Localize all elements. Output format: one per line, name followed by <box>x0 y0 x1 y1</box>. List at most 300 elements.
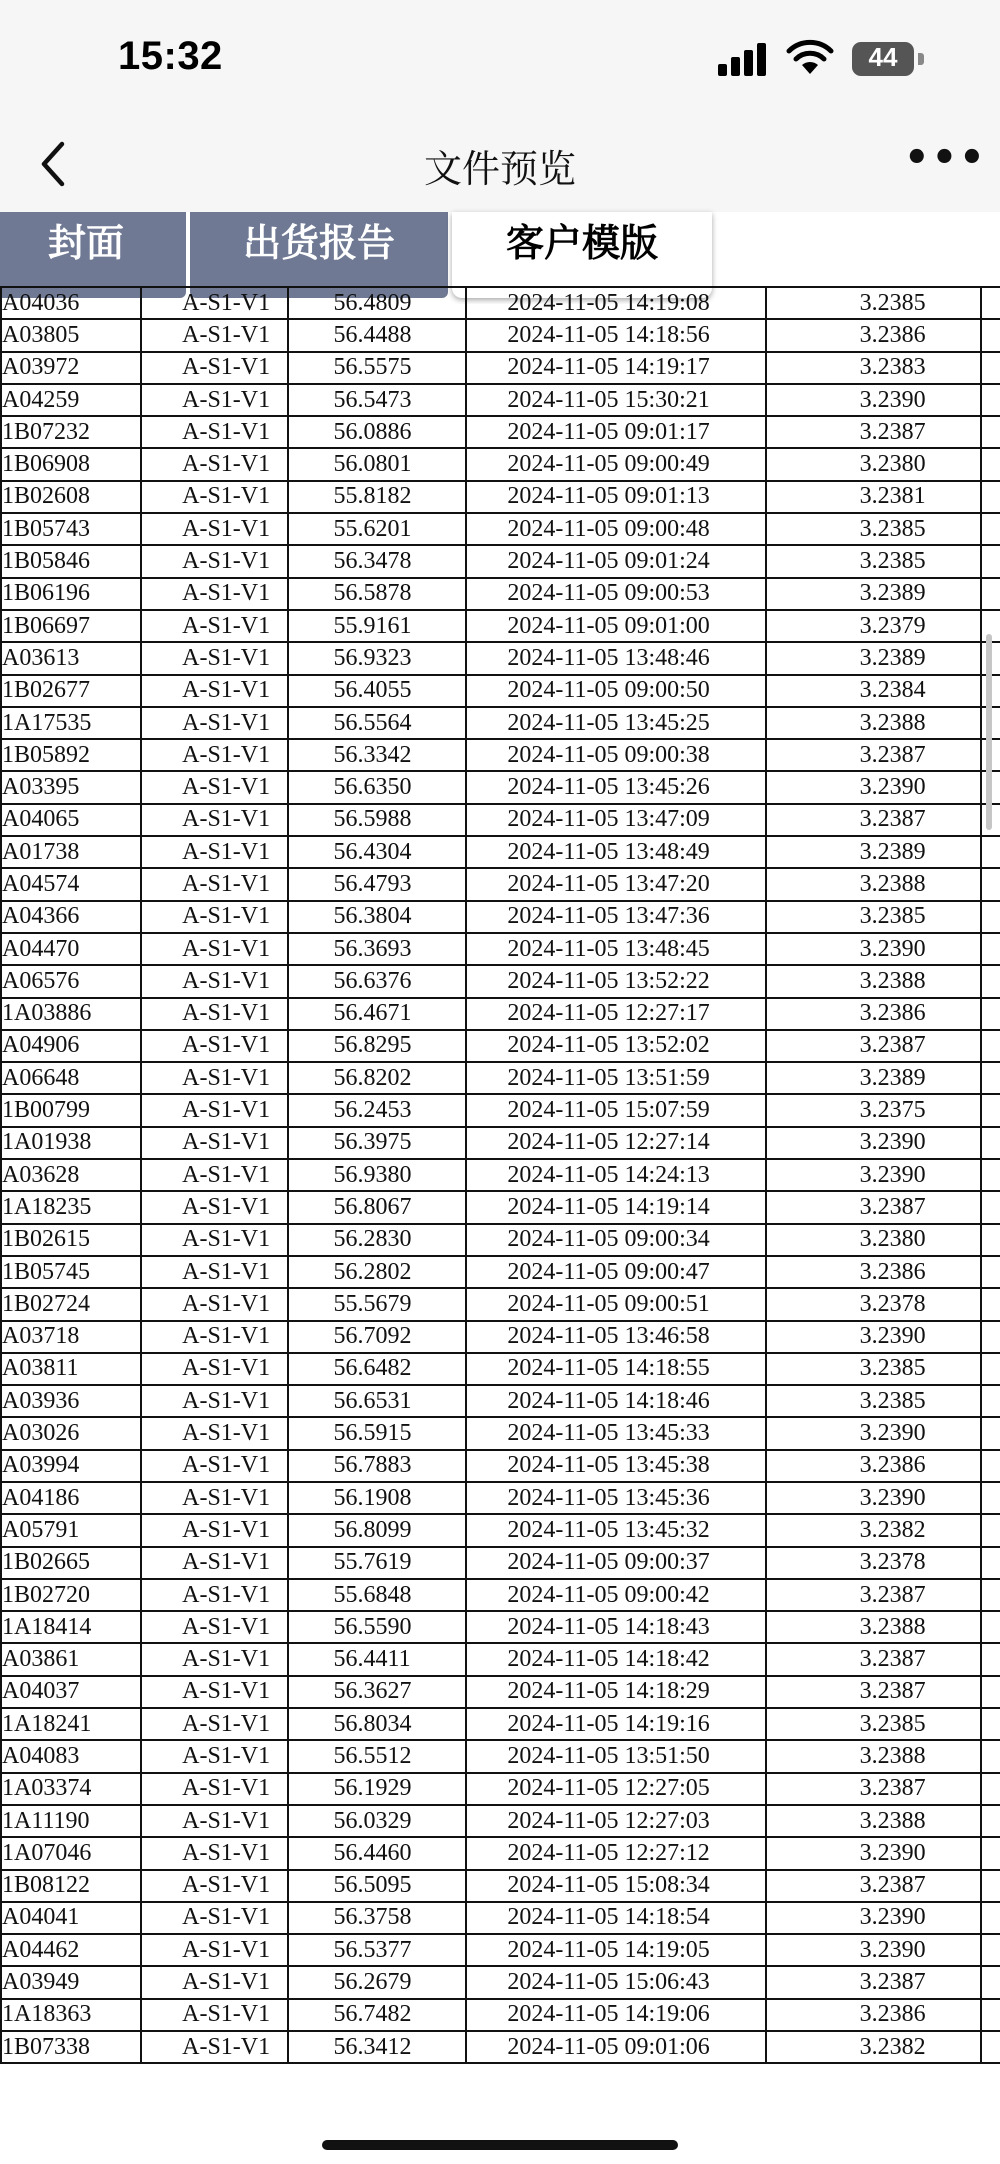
table-cell-empty <box>981 1966 1000 1998</box>
table-cell: 3.2387 <box>766 1870 980 1902</box>
table-cell: 56.4055 <box>288 675 466 707</box>
table-cell-empty <box>981 1837 1000 1869</box>
table-cell: A03811 <box>1 1353 141 1385</box>
table-row <box>1 868 1000 900</box>
table-cell: 56.3804 <box>288 901 466 933</box>
table-cell: A04041 <box>1 1902 141 1934</box>
table-cell: 3.2385 <box>766 287 980 319</box>
table-cell: A04906 <box>1 1030 141 1062</box>
table-cell: A04259 <box>1 384 141 416</box>
table-cell: 2024-11-05 09:00:49 <box>466 448 766 480</box>
table-cell: 56.8202 <box>288 1062 466 1094</box>
table-cell-empty <box>981 545 1000 577</box>
table-cell: A-S1-V1 <box>141 1094 288 1126</box>
table-cell: 2024-11-05 14:19:17 <box>466 352 766 384</box>
table-cell-empty <box>981 1127 1000 1159</box>
table-cell: A06648 <box>1 1062 141 1094</box>
table-cell-empty <box>981 1805 1000 1837</box>
table-row <box>1 578 1000 610</box>
table-cell: 2024-11-05 14:18:29 <box>466 1676 766 1708</box>
table-cell: 1A17535 <box>1 707 141 739</box>
table-cell: 2024-11-05 09:00:34 <box>466 1224 766 1256</box>
table-row <box>1 1708 1000 1740</box>
table-cell: 1A01938 <box>1 1127 141 1159</box>
home-indicator <box>322 2140 678 2150</box>
table-cell-empty <box>981 965 1000 997</box>
table-cell: 3.2387 <box>766 1030 980 1062</box>
table-row <box>1 1773 1000 1805</box>
table-row <box>1 287 1000 319</box>
table-cell: 1A18235 <box>1 1191 141 1223</box>
table-cell: A04366 <box>1 901 141 933</box>
table-row <box>1 1450 1000 1482</box>
table-cell: 3.2378 <box>766 1288 980 1320</box>
table-cell: 3.2387 <box>766 1579 980 1611</box>
table-cell: A-S1-V1 <box>141 739 288 771</box>
table-cell: A03613 <box>1 642 141 674</box>
table-cell: 2024-11-05 12:27:12 <box>466 1837 766 1869</box>
table-cell: 56.4793 <box>288 868 466 900</box>
table-cell-empty <box>981 1062 1000 1094</box>
table-row <box>1 1159 1000 1191</box>
table-cell: A04574 <box>1 868 141 900</box>
table-row <box>1 1676 1000 1708</box>
table-row <box>1 707 1000 739</box>
table-cell: 3.2375 <box>766 1094 980 1126</box>
table-cell-empty <box>981 1417 1000 1449</box>
wifi-icon <box>786 38 834 76</box>
table-cell: A-S1-V1 <box>141 610 288 642</box>
table-cell: 55.5679 <box>288 1288 466 1320</box>
table-cell: 56.4460 <box>288 1837 466 1869</box>
table-cell: A-S1-V1 <box>141 481 288 513</box>
table-cell: 56.3342 <box>288 739 466 771</box>
table-cell: 2024-11-05 14:18:54 <box>466 1902 766 1934</box>
table-cell: A-S1-V1 <box>141 1482 288 1514</box>
table-cell: 2024-11-05 09:00:47 <box>466 1256 766 1288</box>
table-cell: A04470 <box>1 933 141 965</box>
table-cell: 2024-11-05 09:00:42 <box>466 1579 766 1611</box>
table-cell-empty <box>981 1934 1000 1966</box>
table-cell: 2024-11-05 09:00:50 <box>466 675 766 707</box>
table-cell-empty <box>981 1708 1000 1740</box>
table-cell: A-S1-V1 <box>141 1191 288 1223</box>
table-cell: A03972 <box>1 352 141 384</box>
table-cell: 56.3693 <box>288 933 466 965</box>
table-cell: A-S1-V1 <box>141 804 288 836</box>
table-cell-empty <box>981 1514 1000 1546</box>
table-row <box>1 1353 1000 1385</box>
table-cell: 56.8034 <box>288 1708 466 1740</box>
table-cell: 3.2382 <box>766 1514 980 1546</box>
battery-level: 44 <box>868 42 898 72</box>
table-cell: A-S1-V1 <box>141 868 288 900</box>
table-cell: 56.7482 <box>288 1999 466 2031</box>
table-cell: A-S1-V1 <box>141 1708 288 1740</box>
table-cell: 3.2385 <box>766 513 980 545</box>
table-cell: 2024-11-05 09:01:24 <box>466 545 766 577</box>
table-cell: 2024-11-05 13:48:46 <box>466 642 766 674</box>
table-cell-empty <box>981 1773 1000 1805</box>
table-cell: 56.0886 <box>288 416 466 448</box>
table-cell: 2024-11-05 13:51:50 <box>466 1740 766 1772</box>
table-cell: 2024-11-05 09:01:00 <box>466 610 766 642</box>
table-cell: 2024-11-05 13:45:32 <box>466 1514 766 1546</box>
table-cell-empty <box>981 481 1000 513</box>
table-cell: 56.4488 <box>288 319 466 351</box>
table-cell: A03994 <box>1 1450 141 1482</box>
table-cell: 3.2388 <box>766 707 980 739</box>
table-cell: 56.2453 <box>288 1094 466 1126</box>
table-cell-empty <box>981 287 1000 319</box>
table-cell: 56.1908 <box>288 1482 466 1514</box>
table-cell: 56.4304 <box>288 836 466 868</box>
table-cell: A-S1-V1 <box>141 319 288 351</box>
table-cell-empty <box>981 868 1000 900</box>
table-cell: 2024-11-05 14:19:14 <box>466 1191 766 1223</box>
table-cell: 2024-11-05 13:48:49 <box>466 836 766 868</box>
table-cell-empty <box>981 1191 1000 1223</box>
table-cell-empty <box>981 1643 1000 1675</box>
table-row <box>1 1482 1000 1514</box>
table-cell-empty <box>981 2031 1000 2063</box>
table-cell: 1B00799 <box>1 1094 141 1126</box>
table-row <box>1 481 1000 513</box>
table-cell: 55.6848 <box>288 1579 466 1611</box>
table-cell: 2024-11-05 12:27:03 <box>466 1805 766 1837</box>
table-cell: 3.2390 <box>766 1321 980 1353</box>
table-cell: A-S1-V1 <box>141 1773 288 1805</box>
table-cell: A-S1-V1 <box>141 1353 288 1385</box>
table-cell: A-S1-V1 <box>141 707 288 739</box>
table-cell: 1B07232 <box>1 416 141 448</box>
table-cell: 3.2387 <box>766 1643 980 1675</box>
table-cell: 1B06196 <box>1 578 141 610</box>
table-cell: 1A07046 <box>1 1837 141 1869</box>
table-cell: 56.3975 <box>288 1127 466 1159</box>
table-cell: 3.2386 <box>766 319 980 351</box>
table-cell: 56.5564 <box>288 707 466 739</box>
table-cell: 2024-11-05 14:19:06 <box>466 1999 766 2031</box>
table-cell: 56.4809 <box>288 287 466 319</box>
table-cell: 1A03374 <box>1 1773 141 1805</box>
table-cell: 3.2390 <box>766 1902 980 1934</box>
table-cell: 56.5512 <box>288 1740 466 1772</box>
table-cell: 1A18414 <box>1 1611 141 1643</box>
tab-shipment-report[interactable]: 出货报告 <box>190 212 448 298</box>
table-cell: A05791 <box>1 1514 141 1546</box>
table-cell-empty <box>981 1676 1000 1708</box>
table-cell-empty <box>981 933 1000 965</box>
table-cell: 3.2384 <box>766 675 980 707</box>
table-cell-empty <box>981 1159 1000 1191</box>
table-cell: 3.2386 <box>766 1256 980 1288</box>
table-cell: 1A03886 <box>1 998 141 1030</box>
table-cell-empty <box>981 352 1000 384</box>
status-bar <box>0 0 1000 118</box>
table-cell-empty <box>981 1999 1000 2031</box>
table-row <box>1 1288 1000 1320</box>
table-cell: 3.2388 <box>766 965 980 997</box>
table-cell: A03628 <box>1 1159 141 1191</box>
table-cell: 56.4671 <box>288 998 466 1030</box>
table-cell: 56.7092 <box>288 1321 466 1353</box>
table-cell: 56.3627 <box>288 1676 466 1708</box>
table-cell: A04462 <box>1 1934 141 1966</box>
table-cell: 2024-11-05 09:00:53 <box>466 578 766 610</box>
table-cell: A-S1-V1 <box>141 448 288 480</box>
table-row <box>1 771 1000 803</box>
table-cell-empty <box>981 1870 1000 1902</box>
table-cell: 56.5915 <box>288 1417 466 1449</box>
table-row <box>1 545 1000 577</box>
table-cell: A-S1-V1 <box>141 1288 288 1320</box>
table-cell: A-S1-V1 <box>141 1514 288 1546</box>
table-cell-empty <box>981 1482 1000 1514</box>
table-row <box>1 836 1000 868</box>
table-cell: A04065 <box>1 804 141 836</box>
table-row <box>1 1030 1000 1062</box>
table-cell-empty <box>981 1288 1000 1320</box>
table-row <box>1 1902 1000 1934</box>
table-cell: 1B02608 <box>1 481 141 513</box>
table-cell: 2024-11-05 14:18:46 <box>466 1385 766 1417</box>
table-cell-empty <box>981 319 1000 351</box>
table-cell: 2024-11-05 14:18:43 <box>466 1611 766 1643</box>
table-row <box>1 1870 1000 1902</box>
table-cell: A-S1-V1 <box>141 1224 288 1256</box>
table-cell: 55.8182 <box>288 481 466 513</box>
table-cell: 2024-11-05 14:19:08 <box>466 287 766 319</box>
table-cell: A-S1-V1 <box>141 1902 288 1934</box>
table-cell: 3.2380 <box>766 1224 980 1256</box>
table-row <box>1 1514 1000 1546</box>
table-cell: A03026 <box>1 1417 141 1449</box>
table-cell: A-S1-V1 <box>141 1870 288 1902</box>
table-cell: A-S1-V1 <box>141 836 288 868</box>
table-row <box>1 384 1000 416</box>
table-cell: 3.2390 <box>766 1934 980 1966</box>
table-cell: 1B02665 <box>1 1547 141 1579</box>
table-row <box>1 642 1000 674</box>
tab-cover[interactable]: 封面 <box>0 212 186 298</box>
table-cell: 3.2387 <box>766 1191 980 1223</box>
table-cell: 56.6482 <box>288 1353 466 1385</box>
table-cell: A-S1-V1 <box>141 545 288 577</box>
table-cell: 3.2390 <box>766 1159 980 1191</box>
table-cell: A03395 <box>1 771 141 803</box>
table-cell: A-S1-V1 <box>141 1417 288 1449</box>
table-cell: 3.2379 <box>766 610 980 642</box>
table-cell: A-S1-V1 <box>141 1127 288 1159</box>
table-cell: A-S1-V1 <box>141 901 288 933</box>
table-row <box>1 901 1000 933</box>
table-cell: 1B05745 <box>1 1256 141 1288</box>
table-cell: A-S1-V1 <box>141 1805 288 1837</box>
table-cell: A-S1-V1 <box>141 1579 288 1611</box>
table-cell-empty <box>981 998 1000 1030</box>
table-cell: 2024-11-05 12:27:05 <box>466 1773 766 1805</box>
table-cell: A-S1-V1 <box>141 965 288 997</box>
table-cell-empty <box>981 836 1000 868</box>
table-cell: A-S1-V1 <box>141 1611 288 1643</box>
table-cell: 1B05846 <box>1 545 141 577</box>
tab-customer-template[interactable]: 客户模版 <box>452 212 712 298</box>
table-cell: A-S1-V1 <box>141 2031 288 2063</box>
table-cell: 3.2389 <box>766 578 980 610</box>
data-table <box>0 286 1000 2064</box>
table-cell: 3.2389 <box>766 836 980 868</box>
table-cell: 2024-11-05 13:47:09 <box>466 804 766 836</box>
table-row <box>1 675 1000 707</box>
table-cell: 56.5988 <box>288 804 466 836</box>
table-row <box>1 1837 1000 1869</box>
table-cell: A-S1-V1 <box>141 1547 288 1579</box>
table-row <box>1 739 1000 771</box>
table-cell: 2024-11-05 09:00:37 <box>466 1547 766 1579</box>
table-cell: 3.2380 <box>766 448 980 480</box>
table-row <box>1 1611 1000 1643</box>
table-row <box>1 1256 1000 1288</box>
table-cell: 3.2387 <box>766 1676 980 1708</box>
table-cell: 1B02677 <box>1 675 141 707</box>
table-cell: 2024-11-05 13:48:45 <box>466 933 766 965</box>
table-cell: A-S1-V1 <box>141 352 288 384</box>
table-cell: 2024-11-05 12:27:14 <box>466 1127 766 1159</box>
table-cell: 56.4411 <box>288 1643 466 1675</box>
table-cell: A-S1-V1 <box>141 933 288 965</box>
table-cell: 56.6531 <box>288 1385 466 1417</box>
table-cell: 2024-11-05 09:00:48 <box>466 513 766 545</box>
table-cell: 3.2388 <box>766 1611 980 1643</box>
table-cell: 1B08122 <box>1 1870 141 1902</box>
table-cell: 3.2386 <box>766 1999 980 2031</box>
table-cell: 2024-11-05 15:06:43 <box>466 1966 766 1998</box>
table-cell: 2024-11-05 15:08:34 <box>466 1870 766 1902</box>
table-cell: A-S1-V1 <box>141 998 288 1030</box>
table-cell: 3.2385 <box>766 545 980 577</box>
table-cell: 1A11190 <box>1 1805 141 1837</box>
table-cell: 56.5590 <box>288 1611 466 1643</box>
table-cell: A03949 <box>1 1966 141 1998</box>
table-cell: A-S1-V1 <box>141 1837 288 1869</box>
table-cell: A-S1-V1 <box>141 1999 288 2031</box>
table-cell: 55.6201 <box>288 513 466 545</box>
table-row <box>1 1191 1000 1223</box>
table-cell: 3.2388 <box>766 868 980 900</box>
table-cell: 56.5878 <box>288 578 466 610</box>
table-cell: A-S1-V1 <box>141 384 288 416</box>
table-cell: 56.7883 <box>288 1450 466 1482</box>
table-cell: 1B02720 <box>1 1579 141 1611</box>
table-cell-empty <box>981 1740 1000 1772</box>
table-cell: 55.9161 <box>288 610 466 642</box>
table-cell: 55.7619 <box>288 1547 466 1579</box>
table-cell: 56.5095 <box>288 1870 466 1902</box>
table-cell: 2024-11-05 14:18:56 <box>466 319 766 351</box>
table-cell: 3.2385 <box>766 1385 980 1417</box>
table-cell: A01738 <box>1 836 141 868</box>
table-row <box>1 1805 1000 1837</box>
table-cell-empty <box>981 1224 1000 1256</box>
table-cell: 3.2378 <box>766 1547 980 1579</box>
table-cell: A-S1-V1 <box>141 1450 288 1482</box>
table-cell: 56.6376 <box>288 965 466 997</box>
table-cell: 3.2386 <box>766 998 980 1030</box>
table-cell: A03718 <box>1 1321 141 1353</box>
table-cell: 56.3758 <box>288 1902 466 1934</box>
table-cell: 1B06908 <box>1 448 141 480</box>
table-cell: 2024-11-05 13:45:25 <box>466 707 766 739</box>
spreadsheet-view[interactable] <box>0 289 1000 2164</box>
table-cell: 2024-11-05 09:00:38 <box>466 739 766 771</box>
table-cell-empty <box>981 1385 1000 1417</box>
table-cell: 2024-11-05 09:01:06 <box>466 2031 766 2063</box>
table-cell-empty <box>981 416 1000 448</box>
table-row <box>1 319 1000 351</box>
table-cell: 2024-11-05 13:47:36 <box>466 901 766 933</box>
table-cell: 2024-11-05 14:19:05 <box>466 1934 766 1966</box>
table-cell-empty <box>981 1611 1000 1643</box>
table-cell: 2024-11-05 13:46:58 <box>466 1321 766 1353</box>
table-cell-empty <box>981 1547 1000 1579</box>
table-cell-empty <box>981 901 1000 933</box>
table-row <box>1 610 1000 642</box>
scrollbar[interactable] <box>986 634 992 830</box>
table-cell: A06576 <box>1 965 141 997</box>
table-cell: 3.2382 <box>766 2031 980 2063</box>
table-cell-empty <box>981 1030 1000 1062</box>
table-row <box>1 1934 1000 1966</box>
table-cell: 1B06697 <box>1 610 141 642</box>
more-icon[interactable]: ••• <box>904 135 987 181</box>
table-cell: A-S1-V1 <box>141 1256 288 1288</box>
table-cell-empty <box>981 448 1000 480</box>
table-cell: 2024-11-05 14:19:16 <box>466 1708 766 1740</box>
table-cell: 2024-11-05 13:45:38 <box>466 1450 766 1482</box>
table-row <box>1 1385 1000 1417</box>
table-cell: 3.2389 <box>766 642 980 674</box>
table-row <box>1 1966 1000 1998</box>
table-cell: 2024-11-05 09:01:13 <box>466 481 766 513</box>
table-cell: 3.2390 <box>766 1127 980 1159</box>
table-row <box>1 1062 1000 1094</box>
table-cell: 2024-11-05 09:00:51 <box>466 1288 766 1320</box>
status-time: 15:32 <box>118 34 223 78</box>
table-cell: 3.2390 <box>766 1482 980 1514</box>
table-cell: 2024-11-05 15:30:21 <box>466 384 766 416</box>
table-cell-empty <box>981 1094 1000 1126</box>
table-cell: 2024-11-05 14:24:13 <box>466 1159 766 1191</box>
table-cell-empty <box>981 513 1000 545</box>
table-cell-empty <box>981 1902 1000 1934</box>
table-cell: 2024-11-05 12:27:17 <box>466 998 766 1030</box>
page-title: 文件预览 <box>423 147 576 191</box>
table-cell: 1A18241 <box>1 1708 141 1740</box>
table-cell: 3.2387 <box>766 416 980 448</box>
cellular-signal-icon <box>718 42 768 76</box>
table-cell: 2024-11-05 13:45:33 <box>466 1417 766 1449</box>
table-row <box>1 1417 1000 1449</box>
table-cell: A03861 <box>1 1643 141 1675</box>
table-cell: 2024-11-05 13:52:22 <box>466 965 766 997</box>
table-cell: 56.5575 <box>288 352 466 384</box>
table-cell: 3.2389 <box>766 1062 980 1094</box>
table-cell: 2024-11-05 13:45:26 <box>466 771 766 803</box>
table-cell: 3.2390 <box>766 933 980 965</box>
table-row <box>1 804 1000 836</box>
table-cell: A-S1-V1 <box>141 642 288 674</box>
